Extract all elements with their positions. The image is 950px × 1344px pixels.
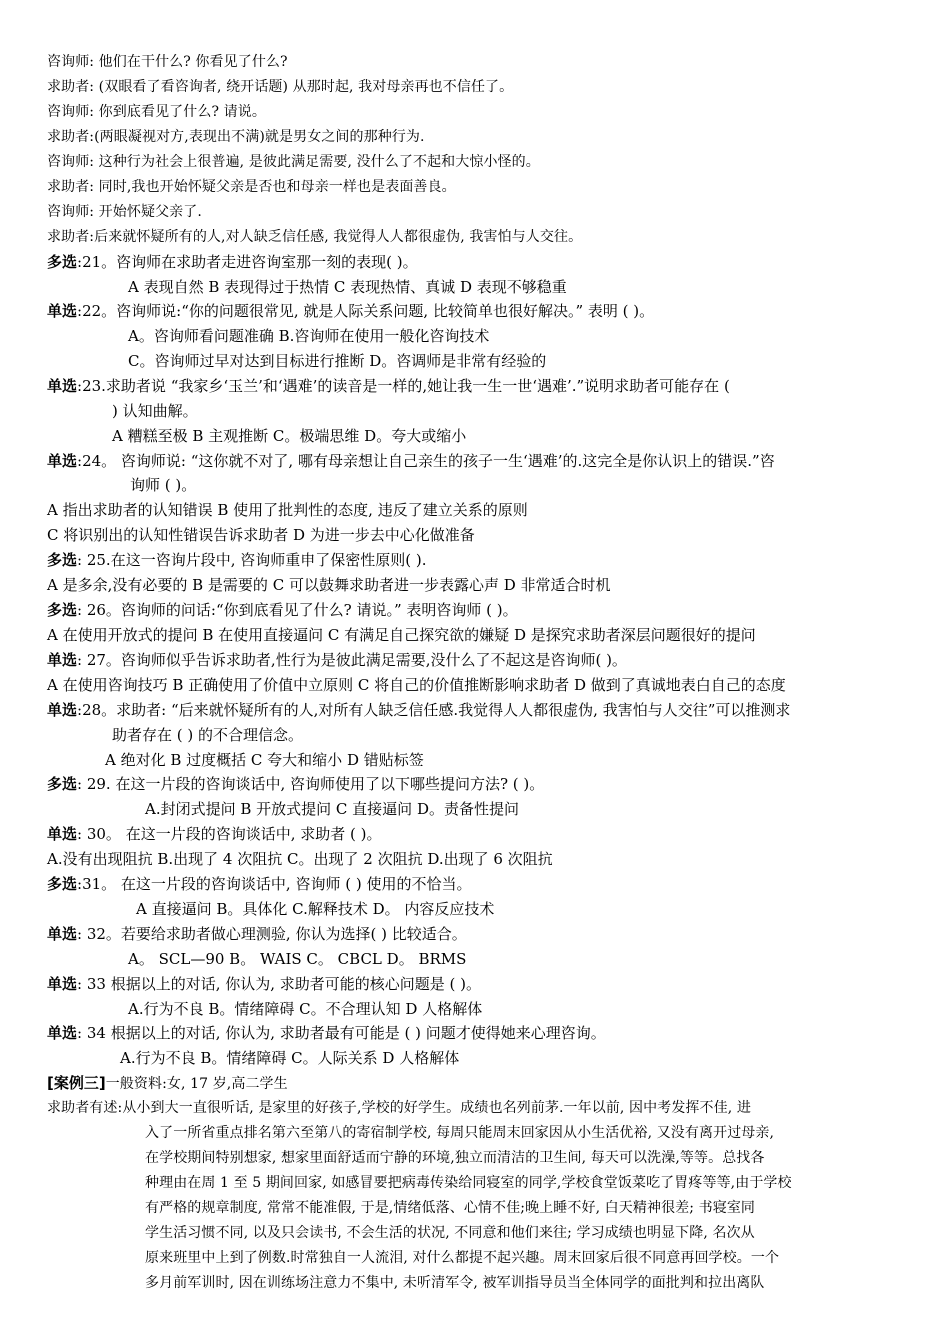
case-3-line: [47, 1098, 751, 1118]
question-24: [47, 451, 775, 471]
case-general-info: 一般资料:女, 17 岁,高二学生: [105, 1076, 288, 1092]
question-25: [47, 550, 426, 570]
question-26: [47, 600, 518, 620]
question-23-continuation: ) 认知曲解。: [112, 402, 198, 420]
question-text: : 27。咨询师似乎告诉求助者,性行为是彼此满足需要,没什么了不起这是咨询师( )。: [77, 651, 627, 669]
dialogue-line: 求助者: (双眼看了看咨询者, 绕开话题) 从那时起, 我对母亲再也不信任了。: [47, 79, 514, 95]
question-type: 多选: [47, 775, 78, 793]
question-34-options: A.行为不良 B。情绪障碍 C。人际关系 D 人格解体: [120, 1049, 460, 1067]
case-3-line: 有严格的规章制度, 常常不能准假, 于是,情绪低落、心情不佳;晚上睡不好, 白天精神很差; 书寝室同: [145, 1200, 756, 1216]
question-30-options: A.没有出现阻抗 B.出现了 4 次阻抗 C。出现了 2 次阻抗 D.出现了 6 次阻抗: [47, 850, 553, 868]
question-24-options-1: A 指出求助者的认知错误 B 使用了批判性的态度, 违反了建立关系的原则: [47, 501, 528, 519]
question-23: [47, 376, 730, 396]
question-type: 单选: [47, 1024, 78, 1042]
question-text: : 29. 在这一片段的咨询谈话中, 咨询师使用了以下哪些提问方法? ( )。: [77, 775, 545, 793]
question-21-options: A 表现自然 B 表现得过于热情 C 表现热情、真诚 D 表现不够稳重: [128, 278, 567, 296]
question-34: [47, 1023, 606, 1043]
case-label: [案例三]: [47, 1074, 106, 1092]
question-21: [47, 252, 418, 272]
question-28: [47, 700, 790, 720]
question-type: 多选: [47, 253, 78, 271]
question-text: :23.求助者说 “我家乡‘玉兰’和‘遇难’的读音是一样的,她让我一生一世‘遇难’.”说明求助者可能存在 (: [77, 377, 730, 395]
question-26-options: A 在使用开放式的提问 B 在使用直接逼问 C 有满足自己探究欲的嫌疑 D 是探究求助者深层问题很好的提问: [47, 626, 756, 644]
case-3-line: 学生活习惯不同, 以及只会读书, 不会生活的状况, 不同意和他们来往; 学习成绩也明显下降, 名次从: [145, 1225, 755, 1241]
dialogue-line: 咨询师: 他们在干什么? 你看见了什么?: [47, 54, 288, 70]
question-text: :24。 咨询师说: “这你就不对了, 哪有母亲想让自己亲生的孩子一生‘遇难’的.这完全是你认识上的错误.”咨: [77, 452, 775, 470]
question-type: 多选: [47, 551, 78, 569]
question-32: [47, 924, 467, 944]
question-type: 单选: [47, 701, 78, 719]
case-text: 从小到大一直很听话, 是家里的好孩子,学校的好学生。成绩也名列前茅.一年以前, 因中考发挥不佳, 进: [122, 1100, 751, 1116]
question-32-options: A。 SCL—90 B。 WAIS C。 CBCL D。 BRMS: [128, 950, 467, 968]
dialogue-line: 咨询师: 你到底看见了什么? 请说。: [47, 104, 266, 120]
case-3-heading: [47, 1073, 288, 1094]
question-22-options-2: C。咨询师过早对达到目标进行推断 D。咨调师是非常有经验的: [128, 352, 547, 370]
question-text: : 25.在这一咨询片段中, 咨询师重申了保密性原则( ).: [77, 551, 427, 569]
dialogue-line: 求助者:(两眼凝视对方,表现出不满)就是男女之间的那种行为.: [47, 129, 425, 145]
question-text: :22。咨询师说:“你的问题很常见, 就是人际关系问题, 比较简单也很好解决。” 表明 ( )。: [77, 302, 655, 320]
question-27-options: A 在使用咨询技巧 B 正确使用了价值中立原则 C 将自己的价值推断影响求助者 D 做到了真诚地表白自己的态度: [47, 676, 786, 694]
question-text: : 26。咨询师的问话:“你到底看见了什么? 请说。” 表明咨询师 ( )。: [77, 601, 518, 619]
case-3-line: 多月前军训时, 因在训练场注意力不集中, 未听清军令, 被军训指导员当全体同学的面批判和拉出离队: [145, 1275, 765, 1291]
question-31-options: A 直接逼问 B。具体化 C.解释技术 D。 内容反应技术: [136, 900, 495, 918]
question-27: [47, 650, 627, 670]
question-text: : 30。 在这一片段的咨询谈话中, 求助者 ( )。: [77, 825, 382, 843]
question-type: 多选: [47, 601, 78, 619]
dialogue-line: 求助者: 同时,我也开始怀疑父亲是否也和母亲一样也是表面善良。: [47, 179, 456, 195]
question-text: :28。求助者: “后来就怀疑所有的人,对所有人缺乏信任感.我觉得人人都很虚伪, 我害怕与人交往”可以推测求: [77, 701, 791, 719]
dialogue-line: 咨询师: 这种行为社会上很普遍, 是彼此满足需要, 没什么了不起和大惊小怪的。: [47, 154, 540, 170]
question-text: :21。咨询师在求助者走进咨询室那一刻的表现( )。: [77, 253, 418, 271]
case-lead: 求助者有述:: [47, 1100, 123, 1116]
case-3-line: 原来班里中上到了例数.时常独自一人流泪, 对什么都提不起兴趣。周末回家后很不同意再回学校。一个: [145, 1250, 780, 1266]
question-28-options: A 绝对化 B 过度概括 C 夸大和缩小 D 错贴标签: [105, 751, 424, 769]
question-type: 单选: [47, 925, 78, 943]
question-24-continuation: 询师 ( )。: [130, 476, 197, 494]
question-29: [47, 774, 544, 794]
question-text: : 33 根据以上的对话, 你认为, 求助者可能的核心问题是 ( )。: [77, 975, 482, 993]
question-22-options-1: A。咨询师看问题准确 B.咨询师在使用一般化咨询技术: [128, 327, 490, 345]
question-text: : 34 根据以上的对话, 你认为, 求助者最有可能是 ( ) 问题才使得她来心理咨询。: [77, 1024, 606, 1042]
question-31: [47, 874, 471, 894]
question-type: 多选: [47, 875, 78, 893]
case-3-line: 入了一所省重点排名第六至第八的寄宿制学校, 每周只能周末回家因从小生活优裕, 又没有离开过母亲,: [145, 1125, 775, 1141]
question-type: 单选: [47, 651, 78, 669]
question-28-continuation: 助者存在 ( ) 的不合理信念。: [112, 726, 304, 744]
question-type: 单选: [47, 452, 78, 470]
question-text: :31。 在这一片段的咨询谈话中, 咨询师 ( ) 使用的不恰当。: [77, 875, 472, 893]
question-text: : 32。若要给求助者做心理测验, 你认为选择( ) 比较适合。: [77, 925, 467, 943]
question-29-options: A.封闭式提问 B 开放式提问 C 直接逼问 D。责备性提问: [145, 800, 519, 818]
question-24-options-2: C 将识别出的认知性错误告诉求助者 D 为进一步去中心化做准备: [47, 526, 475, 544]
question-30: [47, 824, 381, 844]
case-3-line: 种理由在周 1 至 5 期间回家, 如感冒要把病毒传染给同寝室的同学,学校食堂饭菜吃了胃疼等等,由于学校: [145, 1175, 792, 1191]
question-23-options: A 糟糕至极 B 主观推断 C。极端思维 D。夸大或缩小: [112, 427, 467, 445]
dialogue-line: 咨询师: 开始怀疑父亲了.: [47, 204, 202, 220]
question-type: 单选: [47, 975, 78, 993]
question-22: [47, 301, 654, 321]
question-type: 单选: [47, 825, 78, 843]
case-3-line: 在学校期间特别想家, 想家里面舒适而宁静的环境,独立而清洁的卫生间, 每天可以洗澡,等等。总找各: [145, 1150, 765, 1166]
question-type: 单选: [47, 302, 78, 320]
question-33-options: A.行为不良 B。情绪障碍 C。不合理认知 D 人格解体: [128, 1000, 483, 1018]
question-25-options: A 是多余,没有必要的 B 是需要的 C 可以鼓舞求助者进一步表露心声 D 非常适合时机: [47, 576, 611, 594]
question-type: 单选: [47, 377, 78, 395]
question-33: [47, 974, 481, 994]
dialogue-line: 求助者:后来就怀疑所有的人,对人缺乏信任感, 我觉得人人都很虚伪, 我害怕与人交往。: [47, 229, 583, 245]
